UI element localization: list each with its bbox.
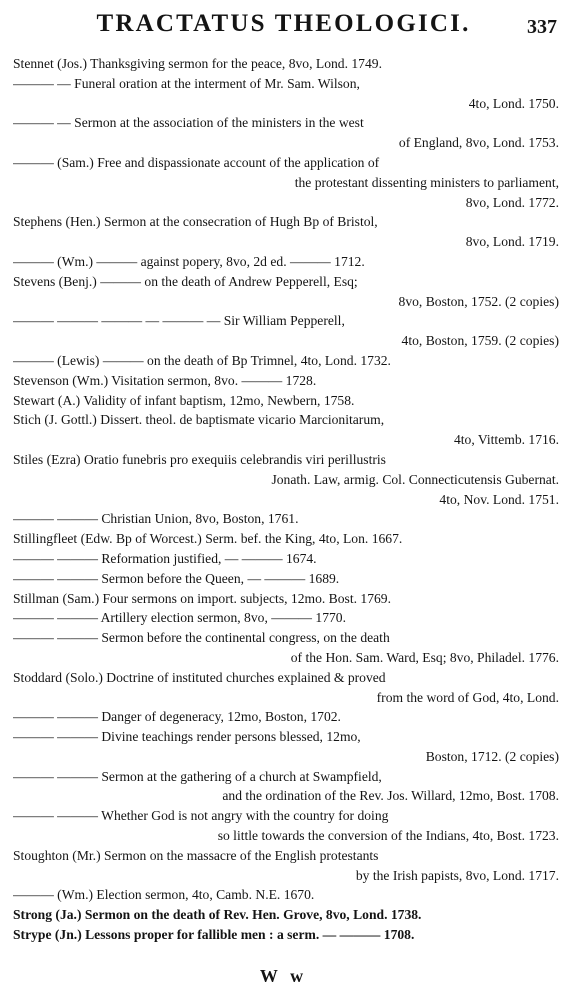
running-title: TRACTATUS THEOLOGICI. — [96, 10, 471, 37]
entry-continuation-line: of England, 8vo, Lond. 1753. — [398, 135, 559, 151]
entry-continuation-line: by the Irish papists, 8vo, Lond. 1717. — [355, 867, 559, 883]
entry-continuation-line: so little towards the conversion of the Indians, 4to, Bost. 1723. — [217, 828, 559, 844]
catalogue-entry-line: ——— (Wm.) ——— against popery, 8vo, 2d ed. ——— 1712. — [13, 253, 365, 269]
entry-continuation-line: 8vo, Boston, 1752. (2 copies) — [398, 293, 559, 309]
catalogue-entry-line: ——— ——— ——— — ——— — Sir William Pepperell, — [13, 313, 345, 329]
catalogue-entry-line: Stoddard (Solo.) Doctrine of instituted churches explained & proved — [13, 669, 386, 685]
catalogue-entry-line: ——— (Wm.) Election sermon, 4to, Camb. N.E. 1670. — [13, 887, 315, 903]
entry-continuation-line: 4to, Boston, 1759. (2 copies) — [401, 333, 559, 349]
entry-continuation-line: the protestant dissenting ministers to parliament, — [294, 174, 559, 190]
page-header — [0, 6, 567, 42]
entry-continuation-line: of the Hon. Sam. Ward, Esq; 8vo, Philadel. 1776. — [290, 649, 559, 665]
catalogue-entry-line: ——— ——— Sermon at the gathering of a church at Swampfield, — [13, 768, 382, 784]
catalogue-entry-line: Stoughton (Mr.) Sermon on the massacre of the English protestants — [13, 847, 379, 863]
catalogue-entry-line: Strong (Ja.) Sermon on the death of Rev. Hen. Grove, 8vo, Lond. 1738. — [13, 907, 422, 923]
catalogue-entry-line: ——— ——— Artillery election sermon, 8vo, ——— 1770. — [13, 610, 347, 626]
catalogue-entry-line: Strype (Jn.) Lessons proper for fallible men : a serm. — ——— 1708. — [13, 927, 415, 943]
catalogue-entry-line: Stevenson (Wm.) Visitation sermon, 8vo. ——— 1728. — [13, 372, 317, 388]
entry-continuation-line: 4to, Vittemb. 1716. — [453, 432, 559, 448]
catalogue-entry-line: ——— ——— Sermon before the continental congress, on the death — [13, 630, 390, 646]
entry-continuation-line: 4to, Lond. 1750. — [468, 95, 559, 111]
catalogue-entry-line: Stiles (Ezra) Oratio funebris pro exequiis celebrandis viri perillustris — [13, 451, 386, 467]
catalogue-entry-line: ——— (Lewis) ——— on the death of Bp Trimnel, 4to, Lond. 1732. — [13, 352, 391, 368]
catalogue-entry-line: Stillman (Sam.) Four sermons on import. subjects, 12mo. Bost. 1769. — [13, 590, 391, 606]
catalogue-entry-line: ——— ——— Christian Union, 8vo, Boston, 1761. — [13, 511, 299, 527]
catalogue-entry-line: ——— ——— Reformation justified, — ——— 1674. — [13, 550, 317, 566]
signature-mark: W w — [259, 966, 308, 986]
catalogue-entry-line: Stennet (Jos.) Thanksgiving sermon for the peace, 8vo, Lond. 1749. — [13, 56, 382, 71]
catalogue-entries — [13, 54, 559, 945]
entry-continuation-line: from the word of God, 4to, Lond. — [376, 689, 559, 705]
catalogue-entry-line: ——— ——— Divine teachings render persons blessed, 12mo, — [13, 729, 361, 745]
page-number: 337 — [527, 16, 557, 38]
catalogue-entry-line: ——— ——— Danger of degeneracy, 12mo, Boston, 1702. — [13, 709, 341, 725]
entry-continuation-line: 8vo, Lond. 1719. — [465, 234, 559, 250]
entry-continuation-line: and the ordination of the Rev. Jos. Willard, 12mo, Bost. 1708. — [222, 788, 559, 804]
catalogue-entry-line: Stevens (Benj.) ——— on the death of Andrew Pepperell, Esq; — [13, 273, 358, 289]
entry-continuation-line: Boston, 1712. (2 copies) — [425, 748, 559, 764]
catalogue-entry-line: Stewart (A.) Validity of infant baptism, 12mo, Newbern, 1758. — [13, 392, 355, 408]
catalogue-entry-line: ——— — Funeral oration at the interment of Mr. Sam. Wilson, — [13, 75, 360, 91]
catalogue-entry-line: Stich (J. Gottl.) Dissert. theol. de baptismate vicario Marcionitarum, — [13, 412, 385, 428]
entry-continuation-line: Jonath. Law, armig. Col. Connecticutensis Gubernat. — [271, 471, 559, 487]
catalogue-entry-line: Stillingfleet (Edw. Bp of Worcest.) Serm. bef. the King, 4to, Lon. 1667. — [13, 531, 403, 547]
entry-continuation-line: 8vo, Lond. 1772. — [465, 194, 559, 210]
entry-continuation-line: 4to, Nov. Lond. 1751. — [439, 491, 559, 507]
catalogue-entry-line: ——— — Sermon at the association of the ministers in the west — [13, 115, 364, 131]
catalogue-entry-line: Stephens (Hen.) Sermon at the consecration of Hugh Bp of Bristol, — [13, 214, 378, 230]
catalogue-entry-line: ——— (Sam.) Free and dispassionate account of the application of — [13, 154, 380, 170]
catalogue-entry-line: ——— ——— Sermon before the Queen, — ——— 1689. — [13, 570, 340, 586]
catalogue-entry-line: ——— ——— Whether God is not angry with the country for doing — [13, 808, 389, 824]
